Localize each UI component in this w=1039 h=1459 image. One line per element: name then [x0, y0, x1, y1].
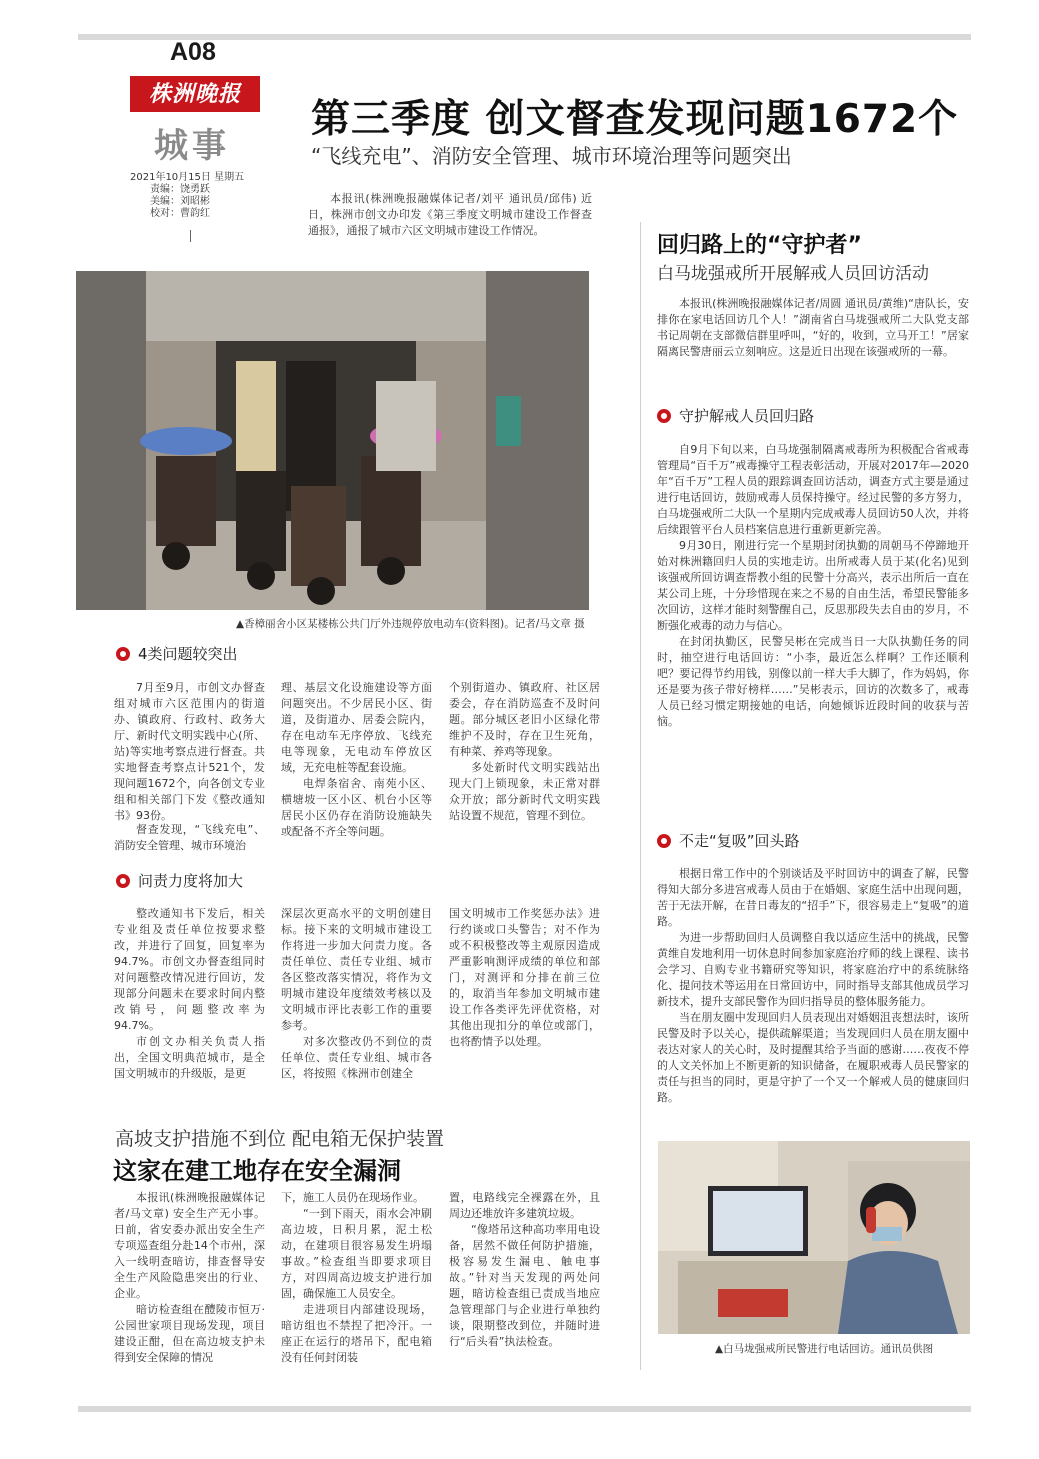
lead-s2-para3a: 对多次整改仍不到位的责任单位、责任专业组、城市各区，将按照《株洲市创建全	[281, 1035, 432, 1080]
lead-headline: 第三季度 创文督查发现问题1672个	[311, 97, 959, 142]
lead-s1-para4: 个别街道办、镇政府、社区居委会，存在消防巡查不及时问题。部分城区老旧小区绿化带维护不及时，存在卫生死角，有种菜、养鸡等现象。	[449, 681, 600, 758]
right-s1-para1: 自9月下旬以来，白马垅强制隔离戒毒所为积极配合省戒毒管理局“百千万”戒毒操守工程表彰活动，开展对2017年—2020年“百千万”工程人员的跟踪调查回访活动，调查方式主要是通过进行电话回访，鼓励戒毒人员保持操守。经过民警的多方努力，白马垅强戒所二大队一个星期内完成戒毒人员回访50人次，并将后续跟管平台人员档案信息进行重新更新完善。	[657, 443, 969, 536]
lead-subheadline: “飞线充电”、消防安全管理、城市环境治理等问题突出	[311, 144, 792, 168]
section-bullet-icon	[116, 647, 130, 661]
right-section1-heading	[657, 405, 814, 426]
lead-intro	[308, 191, 592, 239]
lead-s2-para3b: 国文明城市工作奖惩办法》进行约谈或口头警告；对不作为或不积极整改等主观原因造成严重影响测评成绩的单位和部门，对测评和分排在前三位的，取消当年参加文明城市建设工作各类评先评优资格，对其他出现扣分的单位或部门，也将酌情予以处理。	[449, 907, 600, 1048]
lead-section1-heading	[116, 643, 238, 664]
right-s2-para1: 根据日常工作中的个别谈话及平时回访中的调查了解，民警得知大部分多进宫戒毒人员由于在婚姻、家庭生活中出现问题，苦于无法开解，在昔日毒友的“招手”下，很容易走上“复吸”的道路。	[657, 867, 969, 928]
right-section2-title: 不走“复吸”回头路	[679, 832, 800, 850]
right-story-title: 回归路上的“守护者”	[657, 233, 862, 258]
lead-s1-para2: 理、基层文化设施建设等方面问题突出。不少居民小区、街道，及街道办、居委会院内，存在电动车无序停放、飞线充电等现象，无电动车停放区域，无充电桩等配套设施。	[281, 681, 432, 774]
lead-photo	[76, 271, 589, 610]
right-section2-body	[657, 866, 969, 1106]
lead-photo-caption: ▲香樟丽舍小区某楼栋公共门厅外违规停放电动车(资料图)。记者/马文章 摄	[236, 618, 585, 630]
masthead-tick	[190, 230, 191, 242]
right-photo-caption: ▲白马垅强戒所民警进行电话回访。通讯员供图	[715, 1343, 934, 1355]
newspaper-logo: 株洲晚报	[130, 76, 260, 112]
lead-section1-col3	[449, 680, 600, 824]
section-bullet-icon	[657, 834, 671, 848]
proofreader-credit: 校对：曹韵红	[150, 208, 210, 219]
story3-col1	[114, 1190, 265, 1366]
story3-para4a: 走进项目内部建设现场，暗访组也不禁捏了把冷汗。一座正在运行的塔吊下，配电箱没有任何封闭装	[281, 1303, 432, 1364]
story3-para5: “像塔吊这种高功率用电设备，居然不做任何防护措施，极容易发生漏电、触电事故。”针对当天发现的两处问题，暗访检查组已责成当地应急管理部门与企业进行单独约谈，限期整改到位，并随时进行“后头看”执法检查。	[449, 1223, 600, 1348]
lead-section1-col1b	[114, 822, 265, 854]
lead-s1-para3: 电焊条宿舍、南苑小区、横塘坡一区小区、机台小区等居民小区仍存在消防设施缺失或配备不齐全等问题。	[281, 777, 432, 838]
lead-section2-col3	[449, 906, 600, 1050]
lead-s1-para1: 7月至9月，市创文办督查组对城市六区范围内的街道办、镇政府、行政村、政务大厅、新时代文明实践中心(所、站)等实地考察点进行督查。共实地督查考察点计521个，发现问题1672个，向各创文专业组和相关部门下发《整改通知书》93份。	[114, 681, 265, 822]
page-number: A08	[170, 38, 216, 66]
right-section2-heading	[657, 830, 800, 851]
story3-col2	[281, 1190, 432, 1366]
issue-date: 2021年10月15日 星期五	[130, 172, 245, 183]
lead-section2-col2	[281, 906, 432, 1082]
story3-para2a: 暗访检查组在醴陵市恒万·公园世家项目现场发现，项目建设正酣，但在高边坡支护未得到安全保障的情况	[114, 1303, 265, 1364]
lead-section2-heading	[116, 870, 243, 891]
story3-col3	[449, 1190, 600, 1350]
bottom-rule	[78, 1406, 971, 1412]
designer-credit: 美编：刘昭彬	[150, 196, 210, 207]
lead-s2-para2b: 深层次更高水平的文明创建目标。接下来的文明城市建设工作将进一步加大问责力度。各责任单位、责任专业组、城市各区整改落实情况，将作为文明城市建设年度绩效考核以及文明城市评比表彰工作的重要参考。	[281, 907, 432, 1032]
masthead-meta	[130, 172, 244, 220]
lead-s2-para2a: 市创文办相关负责人指出，全国文明典范城市，是全国文明城市的升级版，是更	[114, 1035, 265, 1080]
editor-credit: 责编：饶勇跃	[150, 184, 210, 195]
story3-para2b: 下，施工人员仍在现场作业。	[281, 1191, 424, 1204]
right-photo	[658, 1141, 970, 1334]
lead-s1-para2a: 督查发现，“飞线充电”、消防安全管理、城市环境治	[114, 823, 265, 852]
right-s2-para3: 当在朋友圈中发现回归人员表现出对婚姻沮丧想法时，该所民警及时予以关心，提供疏解渠道；当发现回归人员在朋友圈中表达对家人的关心时，及时提醒其给予当面的感谢……夜夜不停的人文关怀加上不断更新的知识储备，在履职戒毒人员民警家的责任与担当的同时，更是守护了一个又一个解戒人员的健康回归路。	[657, 1011, 969, 1104]
story3-para1: 本报讯(株洲晚报融媒体记者/马文章) 安全生产无小事。日前，省安委办派出安全生产专项巡查组分赴14个市州，深入一线明查暗访，排查督导安全生产风险隐患突出的行业、企业。	[114, 1191, 265, 1300]
lead-intro-text: 本报讯(株洲晚报融媒体记者/刘平 通讯员/邱伟) 近日，株洲市创文办印发《第三季度文明城市建设工作督查通报》，通报了城市六区文明城市建设工作情况。	[308, 192, 592, 237]
lead-section1-col2	[281, 680, 432, 840]
lead-section1-col1	[114, 680, 265, 824]
right-photo-illustration	[658, 1141, 970, 1334]
section-name: 城事	[154, 126, 230, 166]
lead-s2-para1: 整改通知书下发后，相关专业组及责任单位按要求整改，并进行了回复，回复率为94.7%。市创文办督查组同时对问题整改情况进行回访，发现部分问题未在要求时间内整改销号，问题整改率为94.7%。	[114, 907, 265, 1032]
right-s2-para2: 为进一步帮助回归人员调整自我以适应生活中的挑战，民警黄维自发地利用一切休息时间参加家庭治疗师的线上课程、读书会学习、自购专业书籍研究等知识，将家庭治疗中的系统脉络化、提问技术等运用在日常回访中，同时指导支部其他成员学习新技术，提升支部民警作为回归指导员的整体服务能力。	[657, 931, 969, 1008]
right-story-subtitle: 白马垅强戒所开展解戒人员回访活动	[657, 264, 929, 284]
right-section1-title: 守护解戒人员回归路	[679, 407, 815, 425]
lead-section2-col1	[114, 906, 265, 1082]
story3-para4b: 置，电路线完全裸露在外，且周边还堆放许多建筑垃圾。	[449, 1191, 600, 1220]
lead-section1-title: 4类问题较突出	[138, 645, 238, 663]
right-s1-para2: 9月30日，刚进行完一个星期封闭执勤的周朝马不停蹄地开始对株洲籍回归人员的实地走访。出所戒毒人员于某(化名)见到该强戒所回访调查帮教小组的民警十分高兴，表示出所后一直在某公司上班，十分珍惜现在来之不易的自由生活，希望民警能多次回访，这样才能时刻警醒自己，反思那段失去自由的岁月，不断强化戒毒的动力与信心。	[657, 539, 969, 632]
story3-title: 这家在建工地存在安全漏洞	[113, 1157, 401, 1185]
lead-section2-title: 问责力度将加大	[138, 872, 244, 890]
section-bullet-icon	[116, 874, 130, 888]
story3-subtitle: 高坡支护措施不到位 配电箱无保护装置	[115, 1128, 445, 1150]
story3-fulltext-carrier	[0, 0, 1, 1]
right-story-intro	[657, 296, 969, 360]
lead-s1-para5: 多处新时代文明实践站出现大门上锁现象，未正常对群众开放；部分新时代文明实践站设置不规范，管理不到位。	[449, 761, 600, 822]
right-s1-para3: 在封闭执勤区，民警吴彬在完成当日一大队执勤任务的同时，抽空进行电话回访：“小李，最近怎么样啊？工作还顺利吧？要记得节约用钱，别像以前一样大手大脚了，作为妈妈，你还是要为孩子带好榜样……”吴彬表示，回访的次数多了，戒毒人员已经习惯定期接她的电话，向她倾诉近段时间的收获与苦恼。	[657, 635, 969, 728]
column-separator	[640, 222, 641, 1370]
right-section1-body	[657, 442, 969, 730]
story3-para3: “一到下雨天，雨水会冲刷高边坡，日积月累，泥土松动，在建项目很容易发生坍塌事故。”检查组当即要求项目方，对四周高边坡支护进行加固，确保施工人员安全。	[281, 1207, 432, 1300]
section-bullet-icon	[657, 409, 671, 423]
right-intro-text: 本报讯(株洲晚报融媒体记者/周圆 通讯员/黄维)“唐队长，安排你在家电话回访几个人！”湖南省白马垅强戒所二大队党支部书记周朝在支部微信群里呼叫，“好的，收到，立马开工！”居家隔离民警唐丽云立刻响应。这是近日出现在该强戒所的一幕。	[657, 297, 969, 358]
lead-photo-illustration	[76, 271, 589, 610]
